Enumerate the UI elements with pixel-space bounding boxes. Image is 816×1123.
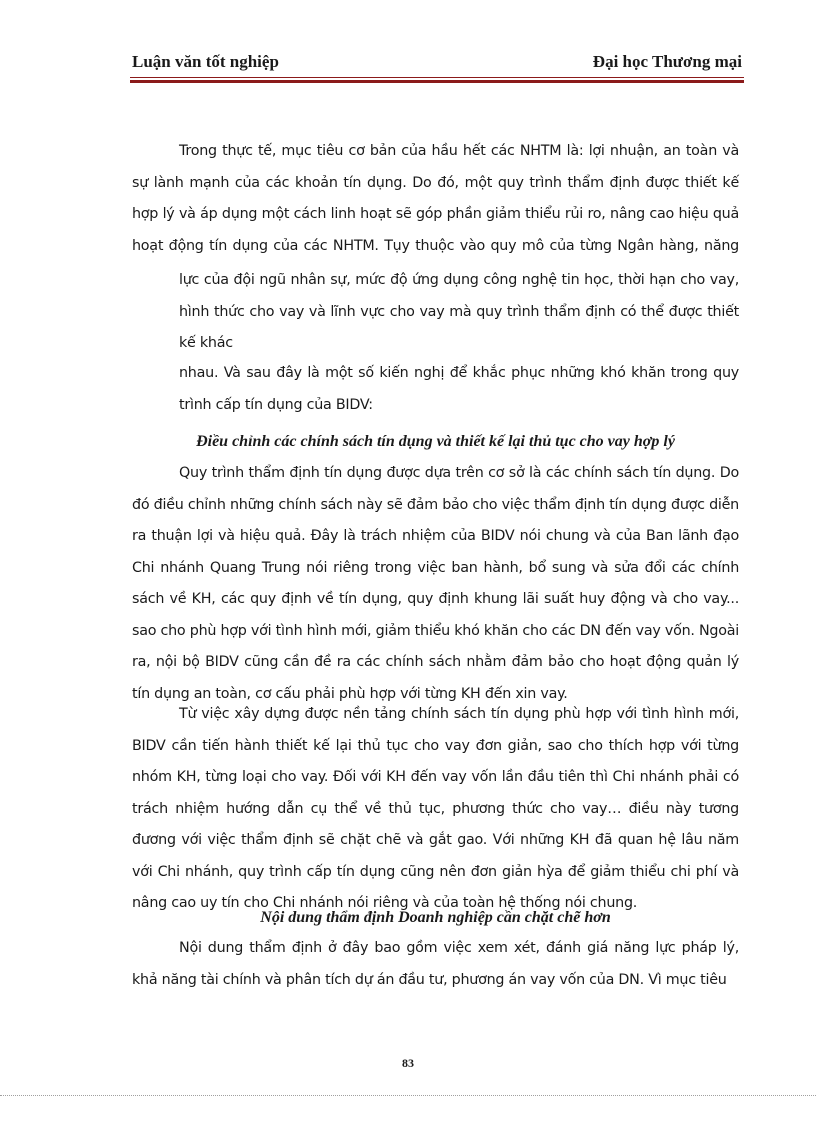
paragraph-4: Quy trình thẩm định tín dụng được dựa trên cơ sở là các chính sách tín dụng. Do đó điều chỉnh những chính sách này sẽ đảm bảo cho việc thẩm định tín dụng được diễn ra thuận lợi và hiệu quả. Đây là trách nhiệm của BIDV nói chung và của Ban lãnh đạo Chi nhánh Quang Trung nói riêng trong việc ban hành, bổ sung và sửa đổi các chính sách về KH, các quy định về tín dụng, quy định khung lãi suất huy động và cho vay... sao cho phù hợp với tình hình mới, giảm thiểu khó khăn cho các DN đến vay vốn. Ngoài ra, nội bộ BIDV cũng cần đề ra các chính sách nhằm đảm bảo cho hoạt động quản lý tín dụng an toàn, cơ cấu phải phù hợp với từng KH đến xin vay. [132, 465, 739, 702]
paragraph-6: Nội dung thẩm định ở đây bao gồm việc xem xét, đánh giá năng lực pháp lý, khả năng tài chính và phân tích dự án đầu tư, phương án vay vốn của DN. Vì mục tiêu [132, 940, 739, 988]
section-heading-2: Nội dung thẩm định Doanh nghiệp cần chặt chẽ hơn [260, 909, 611, 926]
paragraph-3: nhau. Và sau đây là một số kiến nghị để khắc phục những khó khăn trong quy trình cấp tín dụng của BIDV: [179, 365, 739, 413]
running-header [132, 52, 742, 78]
page-number: 83 [402, 1056, 414, 1070]
header-thesis-label: Luận văn tốt nghiệp [132, 52, 279, 71]
paragraph-5: Từ việc xây dựng được nền tảng chính sách tín dụng phù hợp với tình hình mới, BIDV cần tiến hành thiết kế lại thủ tục cho vay đơn giản, sao cho thích hợp với từng nhóm KH, từng loại cho vay. Đối với KH đến vay vốn lần đầu tiên thì Chi nhánh phải có trách nhiệm hướng dẫn cụ thể về thủ tục, phương thức cho vay… điều này tương đương với việc thẩm định sẽ chặt chẽ và gắt gao. Với những KH đã quan hệ lâu năm với Chi nhánh, quy trình cấp tín dụng cũng nên đơn giản hỳa để giảm thiểu chi phí và nâng cao uy tín cho Chi nhánh nói riêng và của toàn hệ thống nói chung. [132, 706, 739, 911]
paragraph-1: Trong thực tế, mục tiêu cơ bản của hầu hết các NHTM là: lợi nhuận, an toàn và sự lành mạnh của các khoản tín dụng. Do đó, một quy trình thẩm định được thiết kế hợp lý và áp dụng một cách linh hoạt sẽ góp phần giảm thiểu rủi ro, nâng cao hiệu quả hoạt động tín dụng của các NHTM. Tụy thuộc vào quy mô của từng Ngân hàng, năng [132, 143, 739, 254]
section-heading-1: Điều chỉnh các chính sách tín dụng và thiết kế lại thủ tục cho vay hợp lý [196, 433, 675, 450]
footer-divider [0, 1095, 816, 1096]
header-university-label: Đại học Thương mại [592, 52, 742, 71]
header-rule-thin [130, 77, 744, 78]
paragraph-2: lực của đội ngũ nhân sự, mức độ ứng dụng công nghệ tin học, thời hạn cho vay, hình thức cho vay và lĩnh vực cho vay mà quy trình thẩm định có thể được thiết kế khác [179, 272, 739, 351]
header-rule-thick [130, 80, 744, 83]
